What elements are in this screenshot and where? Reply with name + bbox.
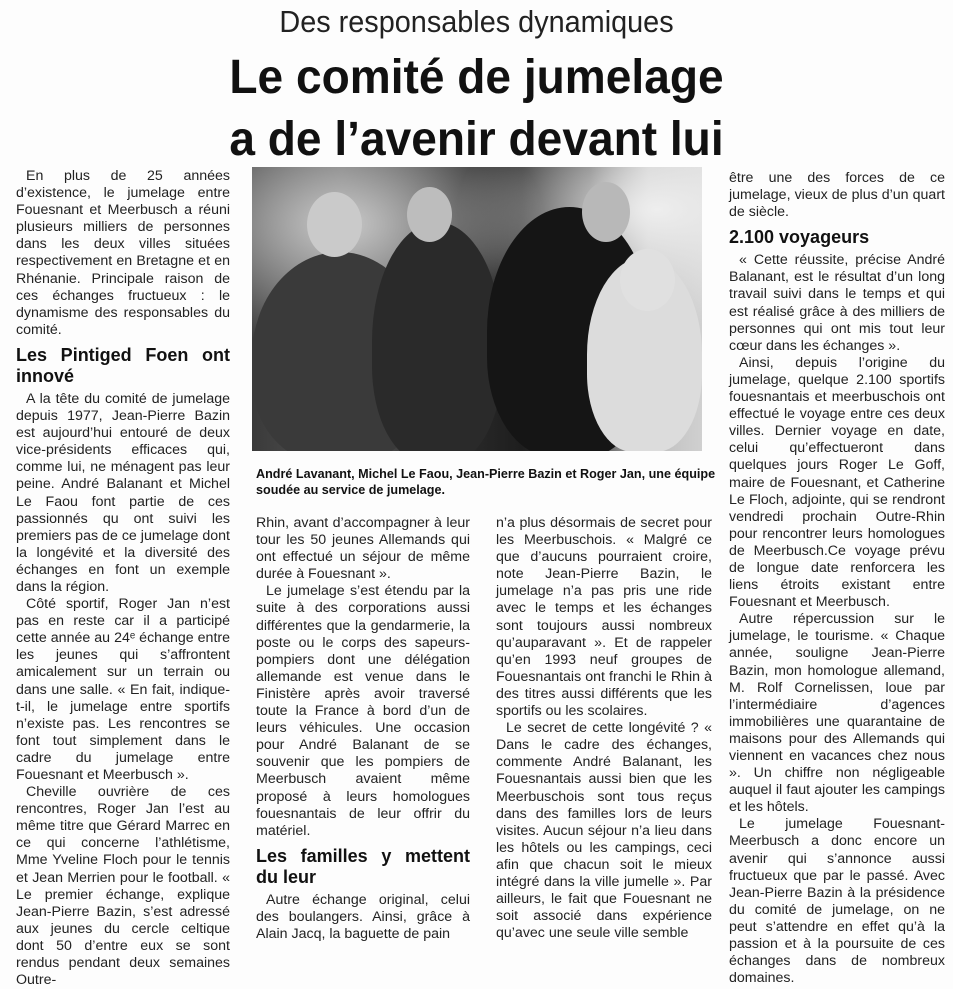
- article-column-3: [496, 515, 712, 942]
- group-photo: [252, 167, 702, 451]
- paragraph: Côté sportif, Roger Jan n’est pas en reste car il a participé cette année au 24ᵉ échange entre les jeunes qui s’affrontent amicalement sur un terrain ou dans une salle. « En fait, indique-t-il, le jumelage entre sportifs n’existe pas. Les rencontres se font tout simplement dans le cadre du jumelage entre Fouesnant et Meerbusch ».: [16, 596, 230, 783]
- article-headline-line2: a de l’avenir devant lui: [229, 113, 724, 166]
- subhead-pintiged-foen: Les Pintiged Foen ont innové: [16, 344, 230, 386]
- article-column-1: [16, 168, 230, 989]
- article-kicker: Des responsables dynamiques: [279, 4, 674, 39]
- paragraph: Ainsi, depuis l’origine du jumelage, quelque 2.100 sportifs fouesnantais et meerbuschois ont effectué le voyage entre ces deux villes. Dernier voyage en date, celui qu’effectueront dans quelques jours Roger Le Goff, maire de Fouesnant, et Catherine Le Floch, adjointe, qui se rendront vendredi prochain Outre-Rhin pour rencontrer leurs homologues de Meerbusch.Ce voyage prévu de longue date renforcera les liens étroits existant entre Fouesnant et Meerbusch.: [729, 354, 945, 611]
- article-column-2: [256, 515, 470, 943]
- subhead-familles: Les familles y mettent du leur: [256, 845, 470, 887]
- article-column-4: [729, 170, 945, 987]
- paragraph: Le secret de cette longévité ? « Dans le cadre des échanges, commente André Balanant, les Fouesnantais aussi bien que les Meerbuschois sont tous reçus dans des familles lors de leurs visites. Aucun séjour n’a lieu dans les hôtels ou les campings, ceci afin que chacun soit le mieux intégré dans la ville jumelle ». Par ailleurs, le fait que Fouesnant ne soit associé dans expérience qu’avec une seule ville semble: [496, 720, 712, 942]
- paragraph: « Cette réussite, précise André Balanant, est le résultat d’un long travail suivi dans le temps et qui est réalisé grâce à des milliers de personnes qui ont mis tout leur cœur dans les échanges ».: [729, 252, 945, 354]
- paragraph: Cheville ouvrière de ces rencontres, Roger Jan l’est au même titre que Gérard Marrec en ce qui concerne l’athlétisme, Mme Yveline Floch pour le tennis et Jean Merrien pour le football. « Le premier échange, explique Jean-Pierre Bazin, s’est adressé aux jeunes du cercle celtique dont 50 d’entre eux se sont rendus pendant deux semaines Outre-: [16, 784, 230, 989]
- paragraph: Autre échange original, celui des boulangers. Ainsi, grâce à Alain Jacq, la baguette de pain: [256, 891, 470, 942]
- paragraph: n’a plus désormais de secret pour les Meerbuschois. « Malgré ce que d’aucuns pourraient croire, note Jean-Pierre Bazin, le jumelage n’a pas pris une ride avec le temps et les échanges sont toujours aussi nombreux qu’auparavant ». Et de rappeler qu’en 1993 neuf groupes de Fouesnantais ont franchi le Rhin à des titres aussi différents que les sportifs ou les scolaires.: [496, 515, 712, 720]
- paragraph: Autre répercussion sur le jumelage, le tourisme. « Chaque année, souligne Jean-Pierre Bazin, mon homologue allemand, M. Rolf Cornelissen, loue par l’intermédiaire d’agences immobilières une quarantaine de maisons pour des Allemands qui viennent en vacances chez nous ». Un chiffre non négligeable auquel il faut ajouter les campings et les hôtels.: [729, 611, 945, 816]
- subhead-voyageurs: 2.100 voyageurs: [729, 227, 870, 248]
- paragraph: Le jumelage Fouesnant-Meerbusch a donc encore un avenir qui s’annonce aussi fructueux que par le passé. Avec Jean-Pierre Bazin à la présidence du comité de jumelage, on ne peut s’attendre en effet qu’à la passion et à la poursuite de ces échanges dans de nombreux domaines.: [729, 816, 945, 987]
- paragraph: Le jumelage s’est étendu par la suite à des corporations aussi différentes que la gendarmerie, la poste ou le corps des sapeurs-pompiers dont une délégation allemande est venue dans le Finistère après avoir traversé toute la France à bord d’un de leurs véhicules. Une occasion pour André Balanant de se souvenir que les pompiers de Meerbusch avaient même proposé à leurs homologues fouesnantais de leur offrir du matériel.: [256, 583, 470, 839]
- intro-paragraph: En plus de 25 années d’existence, le jumelage entre Fouesnant et Meerbusch a réuni plusieurs milliers de personnes dans les deux villes situées respectivement en Bretagne et en Rhénanie. Principale raison de ces échanges fructueux : le dynamisme des responsables du comité.: [16, 168, 230, 338]
- paragraph: Rhin, avant d’accompagner à leur tour les 50 jeunes Allemands qui ont effectué un séjour de même durée à Fouesnant ».: [256, 515, 470, 583]
- paragraph: A la tête du comité de jumelage depuis 1977, Jean-Pierre Bazin est aujourd’hui entouré de deux vice-présidents efficaces qui, comme lui, ne ménagent pas leur peine. André Balanant et Michel Le Faou font partie de ces passionnés qu ont suivi les premiers pas de ce jumelage dont la longévité et la diversité des échanges en font un exemple dans la région.: [16, 390, 230, 595]
- photo-caption: André Lavanant, Michel Le Faou, Jean-Pierre Bazin et Roger Jan, une équipe soudée au service de jumelage.: [256, 467, 716, 497]
- paragraph: être une des forces de ce jumelage, vieux de plus d’un quart de siècle.: [729, 170, 945, 221]
- article-headline-line1: Le comité de jumelage: [229, 51, 724, 104]
